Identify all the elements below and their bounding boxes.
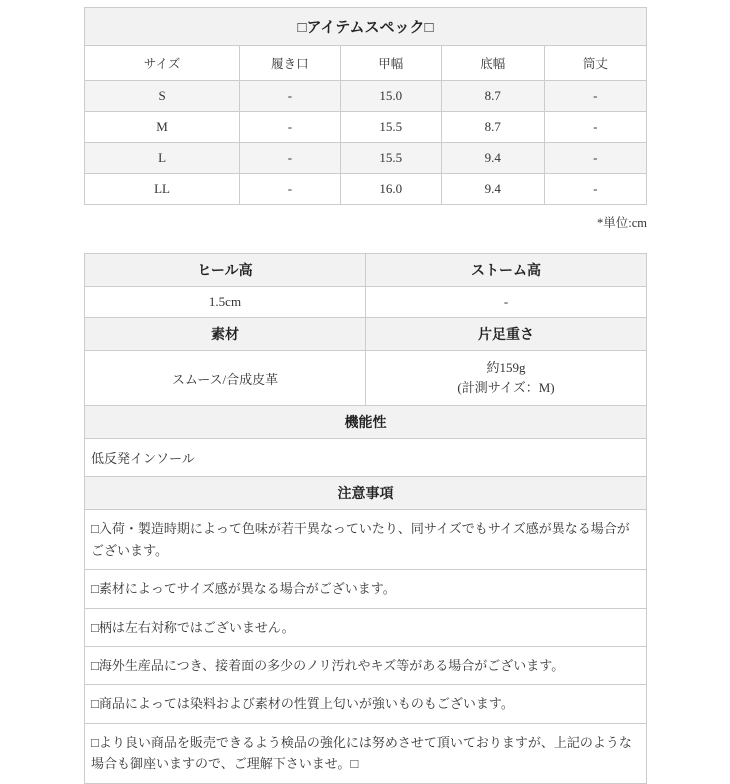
function-header-row xyxy=(85,406,647,439)
instep-width-value: 15.0 xyxy=(340,81,441,112)
function-label: 機能性 xyxy=(85,406,647,439)
opening-value: - xyxy=(240,81,341,112)
size-label: M xyxy=(85,112,240,143)
instep-width-value: 15.5 xyxy=(340,112,441,143)
opening-value: - xyxy=(240,112,341,143)
note-text: □柄は左右対称ではございません。 xyxy=(85,608,647,646)
size-row-l xyxy=(85,143,647,174)
heel-height-value: 1.5cm xyxy=(85,287,366,318)
storm-height-label: ストーム高 xyxy=(366,254,647,287)
storm-height-value: - xyxy=(366,287,647,318)
weight-value-amount: 約159g xyxy=(486,360,526,375)
note-text: □海外生産品につき、接着面の多少のノリ汚れやキズ等がある場合がございます。 xyxy=(85,647,647,685)
shaft-height-value: - xyxy=(544,112,646,143)
size-label: S xyxy=(85,81,240,112)
spec-table-title: □アイテムスペック□ xyxy=(85,8,647,46)
heel-storm-value-row xyxy=(85,287,647,318)
instep-width-value: 15.5 xyxy=(340,143,441,174)
note-text: □素材によってサイズ感が異なる場合がございます。 xyxy=(85,570,647,608)
material-weight-value-row xyxy=(85,351,647,406)
material-value: スムース/合成皮革 xyxy=(85,351,366,406)
size-row-m xyxy=(85,112,647,143)
column-header-size: サイズ xyxy=(85,46,240,81)
product-spec-page xyxy=(84,7,647,784)
heel-height-label: ヒール高 xyxy=(85,254,366,287)
sole-width-value: 8.7 xyxy=(441,112,544,143)
opening-value: - xyxy=(240,143,341,174)
shaft-height-value: - xyxy=(544,174,646,205)
function-value-row xyxy=(85,439,647,477)
size-label: LL xyxy=(85,174,240,205)
sole-width-value: 8.7 xyxy=(441,81,544,112)
shaft-height-value: - xyxy=(544,143,646,174)
heel-storm-header-row xyxy=(85,254,647,287)
weight-value-measured-size: (計測サイズ：M) xyxy=(457,380,555,396)
size-row-s xyxy=(85,81,647,112)
size-row-ll xyxy=(85,174,647,205)
instep-width-value: 16.0 xyxy=(340,174,441,205)
note-row xyxy=(85,570,647,608)
note-row xyxy=(85,685,647,723)
note-text: □商品によっては染料および素材の性質上匂いが強いものもございます。 xyxy=(85,685,647,723)
spec-table-title-row xyxy=(85,8,647,46)
note-text: □入荷・製造時期によって色味が若干異なっていたり、同サイズでもサイズ感が異なる場合がございます。 xyxy=(85,510,647,570)
unit-note: *単位:cm xyxy=(597,216,647,230)
material-label: 素材 xyxy=(85,318,366,351)
notes-label: 注意事項 xyxy=(85,477,647,510)
column-header-shaft-height: 筒丈 xyxy=(544,46,646,81)
note-row xyxy=(85,608,647,646)
weight-label: 片足重さ xyxy=(366,318,647,351)
note-text: □より良い商品を販売できるよう検品の強化には努めさせて頂いておりますが、上記のような場合も御座いますので、ご理解下さいませ。□ xyxy=(85,723,647,783)
sole-width-value: 9.4 xyxy=(441,143,544,174)
size-label: L xyxy=(85,143,240,174)
spec-table-header-row xyxy=(85,46,647,81)
item-spec-table xyxy=(84,7,647,205)
note-row xyxy=(85,647,647,685)
material-weight-header-row xyxy=(85,318,647,351)
column-header-opening: 履き口 xyxy=(240,46,341,81)
function-value: 低反発インソール xyxy=(85,439,647,477)
notes-header-row xyxy=(85,477,647,510)
note-row xyxy=(85,510,647,570)
weight-value xyxy=(366,351,647,406)
column-header-sole-width: 底幅 xyxy=(441,46,544,81)
shaft-height-value: - xyxy=(544,81,646,112)
sole-width-value: 9.4 xyxy=(441,174,544,205)
opening-value: - xyxy=(240,174,341,205)
note-row xyxy=(85,723,647,783)
detail-table xyxy=(84,253,647,784)
column-header-instep-width: 甲幅 xyxy=(340,46,441,81)
